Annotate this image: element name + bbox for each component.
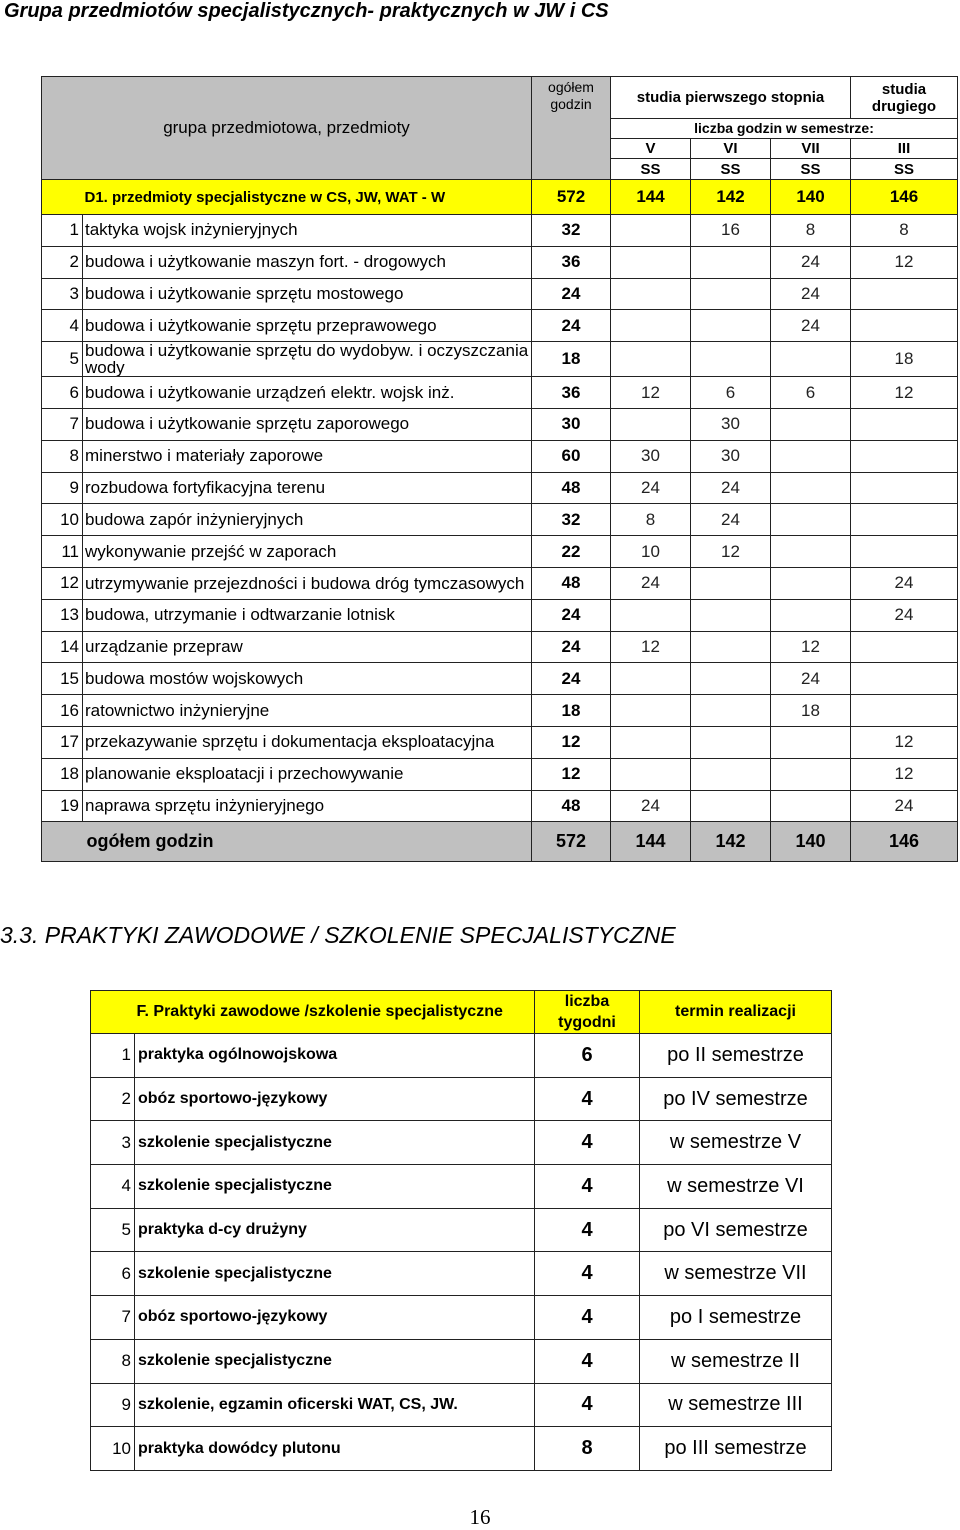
practice-name: szkolenie specjalistyczne	[135, 1339, 535, 1383]
subject-row	[42, 215, 958, 247]
practice-number: 5	[91, 1208, 135, 1252]
subject-row	[42, 631, 958, 663]
semester-hours	[691, 631, 771, 663]
total-value: 142	[691, 822, 771, 862]
header-semester: VII	[771, 139, 851, 159]
semester-hours: 12	[851, 726, 958, 758]
subject-name: budowa, utrzymanie i odtwarzanie lotnisk	[83, 599, 532, 631]
subject-row	[42, 599, 958, 631]
semester-hours	[611, 599, 691, 631]
semester-hours: 24	[691, 504, 771, 536]
semester-hours	[851, 472, 958, 504]
semester-hours: 24	[611, 472, 691, 504]
practice-term: w semestrze III	[640, 1383, 832, 1427]
practice-row	[91, 1252, 832, 1296]
semester-hours	[771, 472, 851, 504]
practice-header-term: termin realizacji	[640, 991, 832, 1034]
row-number: 2	[42, 246, 83, 278]
row-number: 7	[42, 408, 83, 440]
subject-total: 30	[532, 408, 611, 440]
row-number: 19	[42, 790, 83, 822]
semester-hours	[771, 440, 851, 472]
practice-number: 6	[91, 1252, 135, 1296]
subject-total: 12	[532, 758, 611, 790]
semester-hours: 12	[611, 377, 691, 409]
row-number: 9	[42, 472, 83, 504]
subject-name: budowa zapór inżynieryjnych	[83, 504, 532, 536]
subject-row	[42, 377, 958, 409]
semester-hours	[851, 631, 958, 663]
subject-name: budowa i użytkowanie maszyn fort. - drogowych	[83, 246, 532, 278]
row-number: 5	[42, 342, 83, 377]
practice-weeks: 6	[535, 1034, 640, 1078]
practice-number: 9	[91, 1383, 135, 1427]
subject-total: 32	[532, 215, 611, 247]
subject-total: 32	[532, 504, 611, 536]
semester-hours: 6	[691, 377, 771, 409]
header-ss: SS	[771, 159, 851, 180]
practice-weeks: 8	[535, 1427, 640, 1471]
semester-hours	[851, 695, 958, 727]
semester-hours	[771, 726, 851, 758]
semester-hours: 24	[851, 567, 958, 599]
subject-total: 24	[532, 663, 611, 695]
subject-name: ratownictwo inżynieryjne	[83, 695, 532, 727]
subject-name: planowanie eksploatacji i przechowywanie	[83, 758, 532, 790]
semester-hours	[691, 278, 771, 310]
semester-hours	[611, 758, 691, 790]
row-number: 14	[42, 631, 83, 663]
practice-name: szkolenie specjalistyczne	[135, 1165, 535, 1209]
semester-hours: 12	[771, 631, 851, 663]
header-ss: SS	[611, 159, 691, 180]
subject-row	[42, 726, 958, 758]
total-value: 144	[611, 822, 691, 862]
practice-row	[91, 1296, 832, 1340]
semester-hours: 8	[771, 215, 851, 247]
practice-name: szkolenie, egzamin oficerski WAT, CS, JW.	[135, 1383, 535, 1427]
practice-row	[91, 1121, 832, 1165]
practice-term: w semestrze II	[640, 1339, 832, 1383]
header-group-label: grupa przedmiotowa, przedmioty	[42, 77, 532, 180]
practice-number: 3	[91, 1121, 135, 1165]
group-value: 142	[691, 180, 771, 215]
semester-hours: 24	[851, 790, 958, 822]
subject-total: 48	[532, 567, 611, 599]
practice-number: 7	[91, 1296, 135, 1340]
practice-table	[90, 990, 832, 1471]
semester-hours	[611, 726, 691, 758]
subject-row	[42, 790, 958, 822]
row-number: 13	[42, 599, 83, 631]
practice-term: po III semestrze	[640, 1427, 832, 1471]
semester-hours: 24	[691, 472, 771, 504]
subject-row	[42, 504, 958, 536]
row-number: 8	[42, 440, 83, 472]
subject-total: 24	[532, 631, 611, 663]
subject-row	[42, 695, 958, 727]
subject-name: rozbudowa fortyfikacyjna terenu	[83, 472, 532, 504]
semester-hours: 24	[771, 246, 851, 278]
semester-hours: 30	[611, 440, 691, 472]
semester-hours	[611, 695, 691, 727]
semester-hours	[771, 408, 851, 440]
header-first-degree: studia pierwszego stopnia	[611, 77, 851, 119]
row-number: 3	[42, 278, 83, 310]
practice-header-weeks: liczba tygodni	[535, 991, 640, 1034]
semester-hours	[691, 726, 771, 758]
subject-name: utrzymywanie przejezdności i budowa dróg tymczasowych	[83, 567, 532, 599]
semester-hours	[691, 663, 771, 695]
subject-total: 12	[532, 726, 611, 758]
group-total: 572	[532, 180, 611, 215]
page-title: Grupa przedmiotów specjalistycznych- praktycznych w JW i CS	[4, 0, 609, 22]
semester-hours	[771, 342, 851, 377]
semester-hours: 24	[771, 278, 851, 310]
subject-total: 36	[532, 377, 611, 409]
header-second-degree: studia drugiego	[851, 77, 958, 119]
semester-hours: 24	[611, 790, 691, 822]
practice-header-name: F. Praktyki zawodowe /szkolenie specjalistyczne	[135, 991, 535, 1034]
practice-weeks: 4	[535, 1121, 640, 1165]
practice-weeks: 4	[535, 1296, 640, 1340]
practice-number: 4	[91, 1165, 135, 1209]
practice-name: szkolenie specjalistyczne	[135, 1252, 535, 1296]
row-number: 1	[42, 215, 83, 247]
subject-total: 24	[532, 310, 611, 342]
subject-total: 18	[532, 695, 611, 727]
practice-name: praktyka dowódcy plutonu	[135, 1427, 535, 1471]
subject-name: budowa i użytkowanie sprzętu zaporowego	[83, 408, 532, 440]
semester-hours: 16	[691, 215, 771, 247]
semester-hours: 30	[691, 440, 771, 472]
total-row	[42, 822, 958, 862]
subject-total: 18	[532, 342, 611, 377]
semester-hours: 12	[851, 246, 958, 278]
semester-hours	[771, 536, 851, 568]
semester-hours	[771, 790, 851, 822]
row-number: 12	[42, 567, 83, 599]
subject-total: 48	[532, 472, 611, 504]
section-heading: 3.3. PRAKTYKI ZAWODOWE / SZKOLENIE SPECJALISTYCZNE	[0, 922, 676, 948]
practice-weeks: 4	[535, 1339, 640, 1383]
practice-weeks: 4	[535, 1383, 640, 1427]
semester-hours: 8	[851, 215, 958, 247]
subject-row	[42, 440, 958, 472]
practice-name: praktyka ogólnowojskowa	[135, 1034, 535, 1078]
semester-hours	[611, 342, 691, 377]
subject-row	[42, 472, 958, 504]
semester-hours: 18	[771, 695, 851, 727]
total-value: 572	[532, 822, 611, 862]
row-number: 10	[42, 504, 83, 536]
semester-hours	[691, 599, 771, 631]
semester-hours	[851, 504, 958, 536]
row-number: 15	[42, 663, 83, 695]
practice-number: 2	[91, 1077, 135, 1121]
subject-name: minerstwo i materiały zaporowe	[83, 440, 532, 472]
header-semester: VI	[691, 139, 771, 159]
practice-row	[91, 1383, 832, 1427]
practice-weeks: 4	[535, 1208, 640, 1252]
semester-hours: 30	[691, 408, 771, 440]
practice-term: w semestrze VII	[640, 1252, 832, 1296]
subject-name: przekazywanie sprzętu i dokumentacja eksploatacyjna	[83, 726, 532, 758]
semester-hours: 12	[611, 631, 691, 663]
group-value: 144	[611, 180, 691, 215]
total-value: 140	[771, 822, 851, 862]
subject-name: urządzanie przepraw	[83, 631, 532, 663]
row-number: 18	[42, 758, 83, 790]
practice-row	[91, 1165, 832, 1209]
semester-hours: 6	[771, 377, 851, 409]
subject-name: budowa i użytkowanie sprzętu do wydobyw. i oczyszczania wody	[83, 342, 532, 377]
practice-weeks: 4	[535, 1077, 640, 1121]
practice-term: po II semestrze	[640, 1034, 832, 1078]
semester-hours	[851, 408, 958, 440]
semester-hours	[611, 408, 691, 440]
practice-row	[91, 1208, 832, 1252]
semester-hours: 12	[851, 377, 958, 409]
row-number: 16	[42, 695, 83, 727]
practice-name: obóz sportowo-językowy	[135, 1077, 535, 1121]
semester-hours: 24	[771, 663, 851, 695]
subject-total: 22	[532, 536, 611, 568]
total-label: ogółem godzin	[83, 822, 532, 862]
row-number: 4	[42, 310, 83, 342]
practice-term: po I semestrze	[640, 1296, 832, 1340]
subject-row	[42, 663, 958, 695]
subject-total: 48	[532, 790, 611, 822]
header-semester: III	[851, 139, 958, 159]
subject-total: 24	[532, 599, 611, 631]
header-semester: V	[611, 139, 691, 159]
semester-hours	[851, 663, 958, 695]
practice-name: praktyka d-cy drużyny	[135, 1208, 535, 1252]
semester-hours	[851, 536, 958, 568]
practice-weeks: 4	[535, 1165, 640, 1209]
semester-hours	[851, 310, 958, 342]
semester-hours	[771, 504, 851, 536]
row-number: 6	[42, 377, 83, 409]
semester-hours	[611, 278, 691, 310]
semester-hours: 24	[611, 567, 691, 599]
row-number: 17	[42, 726, 83, 758]
subject-row	[42, 408, 958, 440]
subject-total: 24	[532, 278, 611, 310]
header-hours-per-semester: liczba godzin w semestrze:	[611, 119, 958, 139]
semester-hours	[771, 599, 851, 631]
total-value: 146	[851, 822, 958, 862]
practice-number: 8	[91, 1339, 135, 1383]
semester-hours	[611, 246, 691, 278]
group-value: 140	[771, 180, 851, 215]
semester-hours	[611, 310, 691, 342]
subject-row	[42, 567, 958, 599]
practice-number: 10	[91, 1427, 135, 1471]
semester-hours	[691, 790, 771, 822]
subject-total: 60	[532, 440, 611, 472]
page-number: 16	[469, 1505, 491, 1529]
subject-name: wykonywanie przejść w zaporach	[83, 536, 532, 568]
semester-hours	[691, 567, 771, 599]
group-value: 146	[851, 180, 958, 215]
semester-hours: 8	[611, 504, 691, 536]
practice-name: obóz sportowo-językowy	[135, 1296, 535, 1340]
practice-weeks: 4	[535, 1252, 640, 1296]
semester-hours: 12	[851, 758, 958, 790]
practice-term: w semestrze V	[640, 1121, 832, 1165]
subject-row	[42, 342, 958, 377]
semester-hours	[691, 758, 771, 790]
subject-row	[42, 536, 958, 568]
subject-name: naprawa sprzętu inżynieryjnego	[83, 790, 532, 822]
subject-name: taktyka wojsk inżynieryjnych	[83, 215, 532, 247]
practice-row	[91, 1034, 832, 1078]
header-ss: SS	[691, 159, 771, 180]
semester-hours	[691, 695, 771, 727]
semester-hours: 18	[851, 342, 958, 377]
subjects-table	[41, 76, 958, 862]
header-ss: SS	[851, 159, 958, 180]
subject-name: budowa i użytkowanie sprzętu przeprawowego	[83, 310, 532, 342]
practice-term: w semestrze VI	[640, 1165, 832, 1209]
subject-name: budowa i użytkowanie sprzętu mostowego	[83, 278, 532, 310]
semester-hours: 10	[611, 536, 691, 568]
row-number: 11	[42, 536, 83, 568]
header-ogolem: ogółem godzin	[532, 77, 611, 180]
semester-hours	[691, 342, 771, 377]
practice-row	[91, 1427, 832, 1471]
group-row	[42, 180, 958, 215]
practice-number: 1	[91, 1034, 135, 1078]
semester-hours: 24	[851, 599, 958, 631]
subject-row	[42, 758, 958, 790]
practice-row	[91, 1339, 832, 1383]
subject-row	[42, 278, 958, 310]
subject-row	[42, 310, 958, 342]
subject-row	[42, 246, 958, 278]
subject-name: budowa mostów wojskowych	[83, 663, 532, 695]
semester-hours: 12	[691, 536, 771, 568]
subject-total: 36	[532, 246, 611, 278]
subject-name: budowa i użytkowanie urządzeń elektr. wojsk inż.	[83, 377, 532, 409]
semester-hours	[691, 246, 771, 278]
group-name: D1. przedmioty specjalistyczne w CS, JW, WAT - W	[83, 180, 532, 215]
practice-row	[91, 1077, 832, 1121]
semester-hours: 24	[771, 310, 851, 342]
semester-hours	[771, 758, 851, 790]
semester-hours	[611, 663, 691, 695]
semester-hours	[691, 310, 771, 342]
semester-hours	[771, 567, 851, 599]
practice-name: szkolenie specjalistyczne	[135, 1121, 535, 1165]
semester-hours	[851, 278, 958, 310]
practice-term: po IV semestrze	[640, 1077, 832, 1121]
semester-hours	[851, 440, 958, 472]
practice-term: po VI semestrze	[640, 1208, 832, 1252]
semester-hours	[611, 215, 691, 247]
